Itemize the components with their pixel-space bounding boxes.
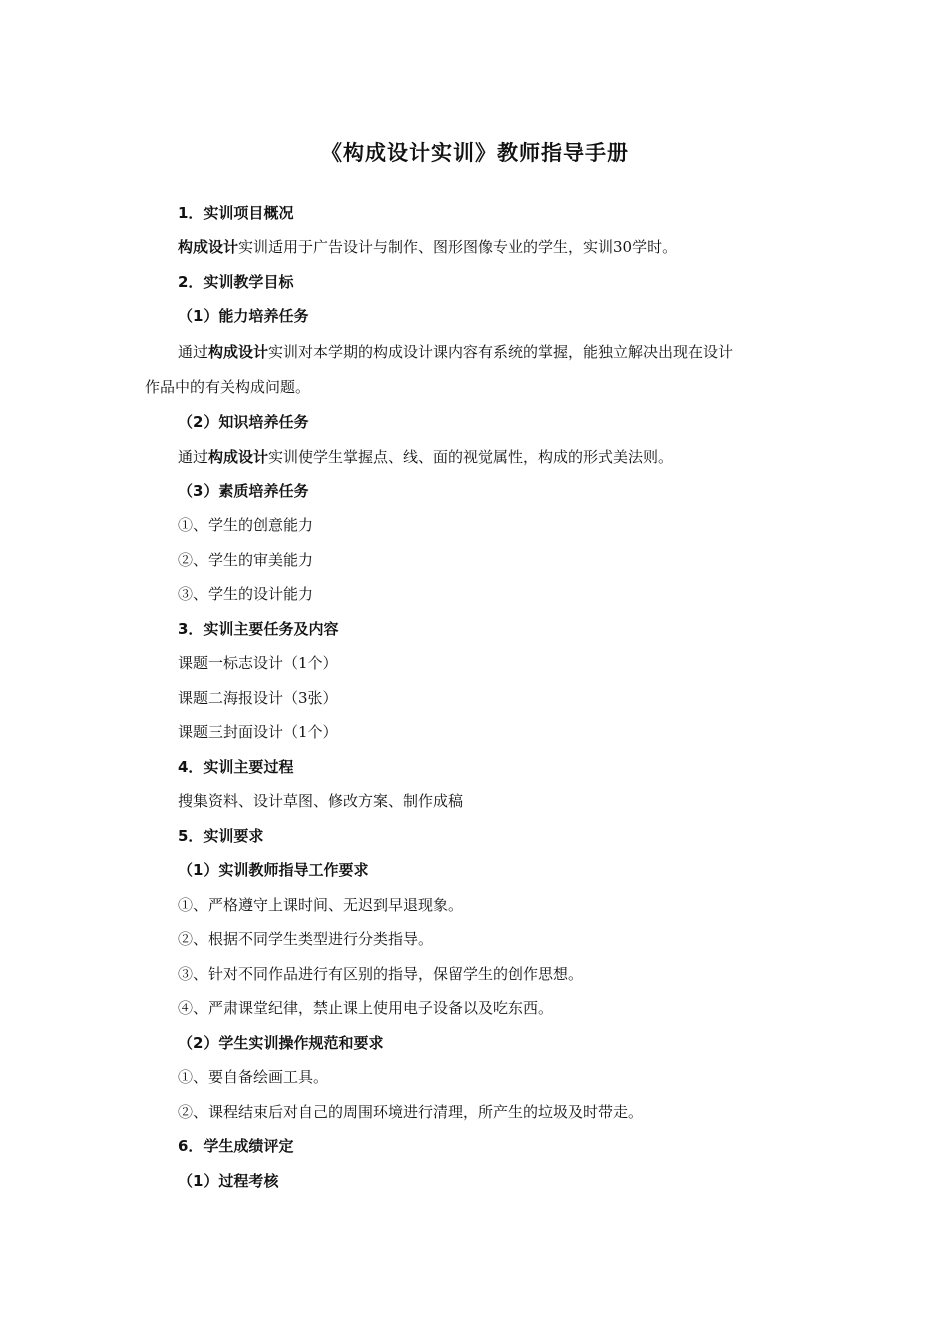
list-item: ②、课程结束后对自己的周围环境进行清理，所产生的垃圾及时带走。 <box>178 1103 644 1121</box>
paragraph-rest: 实训对本学期的构成设计课内容有系统的掌握，能独立解决出现在设计 <box>268 343 734 361</box>
course-name-bold: 构成设计 <box>208 448 269 466</box>
section-6-1-heading: （1）过程考核 <box>178 1172 279 1190</box>
document-title: 《构成设计实训》教师指导手册 <box>321 141 629 165</box>
course-name-bold: 构成设计 <box>208 343 269 361</box>
section-4-heading: 4．实训主要过程 <box>178 758 294 776</box>
list-item: 课题二海报设计（3张） <box>178 689 338 707</box>
list-item: ②、根据不同学生类型进行分类指导。 <box>178 930 434 948</box>
list-item: ③、学生的设计能力 <box>178 585 314 603</box>
list-item: ③、针对不同作品进行有区别的指导，保留学生的创作思想。 <box>178 965 584 983</box>
section-2-1-paragraph-line1 <box>178 341 733 363</box>
section-5-heading: 5．实训要求 <box>178 827 264 845</box>
section-5-2-heading: （2）学生实训操作规范和要求 <box>178 1034 384 1052</box>
list-item: 课题一标志设计（1个） <box>178 654 338 672</box>
paragraph-rest: 实训使学生掌握点、线、面的视觉属性，构成的形式美法则。 <box>268 448 674 466</box>
course-name-bold: 构成设计 <box>178 238 239 256</box>
section-3-heading: 3．实训主要任务及内容 <box>178 620 339 638</box>
section-1-paragraph <box>178 236 677 258</box>
section-1-text: 实训适用于广告设计与制作、图形图像专业的学生，实训30学时。 <box>238 238 678 256</box>
list-item: ④、严肃课堂纪律，禁止课上使用电子设备以及吃东西。 <box>178 999 554 1017</box>
section-2-2-paragraph <box>178 446 673 468</box>
list-item: 课题三封面设计（1个） <box>178 723 338 741</box>
section-6-heading: 6．学生成绩评定 <box>178 1137 294 1155</box>
prefix-text: 通过 <box>178 448 209 466</box>
list-item: ①、要自备绘画工具。 <box>178 1068 329 1086</box>
section-2-1-paragraph-line2: 作品中的有关构成问题。 <box>145 378 311 396</box>
list-item: ①、学生的创意能力 <box>178 516 314 534</box>
prefix-text: 通过 <box>178 343 209 361</box>
section-2-1-heading: （1）能力培养任务 <box>178 307 309 325</box>
section-2-2-heading: （2）知识培养任务 <box>178 413 309 431</box>
section-5-1-heading: （1）实训教师指导工作要求 <box>178 861 369 879</box>
list-item: ①、严格遵守上课时间、无迟到早退现象。 <box>178 896 464 914</box>
section-1-heading: 1．实训项目概况 <box>178 204 294 222</box>
section-2-heading: 2．实训教学目标 <box>178 273 294 291</box>
list-item: ②、学生的审美能力 <box>178 551 314 569</box>
section-4-text: 搜集资料、设计草图、修改方案、制作成稿 <box>178 792 464 810</box>
section-2-3-heading: （3）素质培养任务 <box>178 482 309 500</box>
